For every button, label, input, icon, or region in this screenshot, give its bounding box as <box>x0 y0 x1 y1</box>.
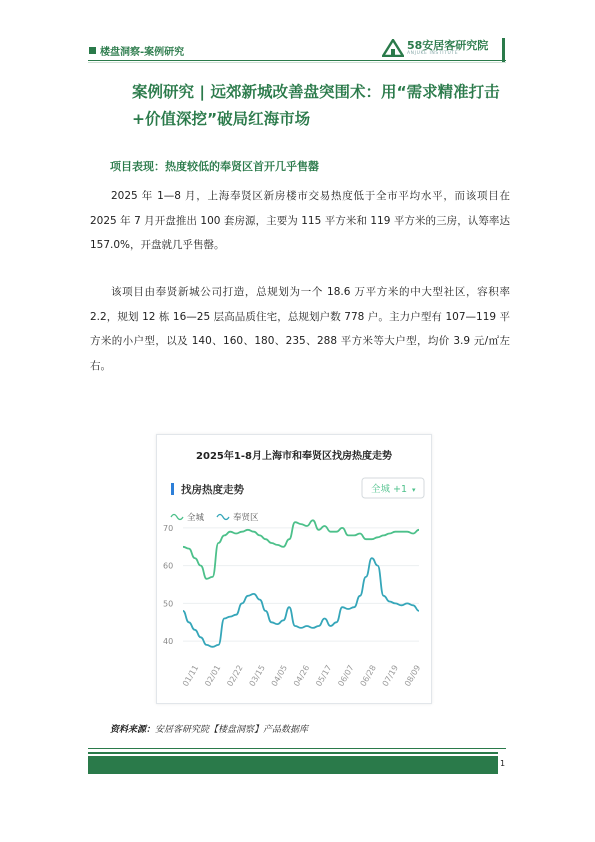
header-divider <box>88 60 506 61</box>
x-tick-label: 02/22 <box>225 663 245 688</box>
x-tick-label: 06/07 <box>336 663 356 688</box>
legend-swatch-1 <box>217 515 229 520</box>
series-line-0 <box>183 520 419 579</box>
legend-label-1: 奉贤区 <box>233 513 259 523</box>
legend-swatch-0 <box>171 515 183 520</box>
body-paragraph-2: 该项目由奉贤新城公司打造，总规划为一个 18.6 万平方米的中大型社区，容积率 2.2，规划 12 栋 16—25 层高品质住宅，总规划户数 778 户。主力户型有 107—119 平方米的小户型，以及 140、160、180、235、288 平方米等大户型，均价 3.9 元/㎡左右。 <box>90 286 510 372</box>
x-tick-label: 03/15 <box>247 663 267 688</box>
chart-grid <box>183 528 419 641</box>
chart-legend <box>171 512 259 523</box>
page-title: 案例研究 | 远郊新城改善盘突围术：用“需求精准打击+价值深挖”破局红海市场 <box>132 83 500 128</box>
source-text: 安居客研究院【楼盘洞察】产品数据库 <box>155 725 309 735</box>
footer-divider <box>88 748 506 749</box>
y-tick-label: 40 <box>163 637 174 647</box>
x-tick-label: 06/28 <box>358 663 378 688</box>
legend-label-0: 全城 <box>187 513 205 523</box>
header-section-label: 楼盘洞察-案例研究 <box>100 47 185 58</box>
dropdown-label: 全城 +1 <box>371 484 408 495</box>
x-tick-label: 04/26 <box>291 663 312 688</box>
x-tick-label: 02/01 <box>203 663 223 688</box>
page-number: 1 <box>500 759 506 768</box>
y-tick-label: 60 <box>163 561 174 571</box>
series-line-1 <box>183 558 419 647</box>
panel-accent-bar <box>171 483 174 495</box>
body-paragraph-1: 2025 年 1—8 月，上海奉贤区新房楼市交易热度低于全市平均水平，而该项目在 2025 年 7 月开盘推出 100 套房源，主要为 115 平方米和 119 平方米的三房，认筹率达 157.0%，开盘就几乎售罄。 <box>90 190 510 251</box>
section-heading: 项目表现：热度较低的奉贤区首开几乎售罄 <box>110 160 319 173</box>
line-chart <box>157 435 431 703</box>
chart-card <box>156 434 432 704</box>
house-logo-icon <box>382 39 404 57</box>
header-square-icon <box>89 47 96 54</box>
y-tick-label: 50 <box>163 599 174 609</box>
brand-logo <box>382 38 488 58</box>
page-header <box>0 0 595 70</box>
y-tick-label: 70 <box>163 523 174 533</box>
city-filter-dropdown[interactable] <box>362 478 424 498</box>
x-tick-label: 01/11 <box>180 663 201 688</box>
footer-bar <box>88 756 498 774</box>
x-tick-label: 07/19 <box>380 663 401 688</box>
chart-title: 2025年1-8月上海市和奉贤区找房热度走势 <box>196 451 392 462</box>
header-accent-bar <box>502 38 505 62</box>
chart-lines <box>183 520 419 647</box>
logo-text: 58安居客研究院 <box>407 38 489 52</box>
x-tick-label: 04/05 <box>269 663 290 688</box>
x-tick-label: 05/17 <box>314 663 334 688</box>
source-label: 资料来源： <box>110 725 156 735</box>
x-axis <box>181 664 422 688</box>
footer-thin-bar <box>88 752 498 754</box>
chart-panel-heading: 找房热度走势 <box>181 484 244 496</box>
header-divider-light <box>88 62 506 63</box>
source-note <box>110 722 308 735</box>
y-axis <box>163 524 173 646</box>
logo-subtext: ANJUKE INSTITUTE <box>407 50 459 56</box>
chevron-down-icon: ▾ <box>412 486 416 494</box>
x-tick-label: 08/09 <box>402 663 423 688</box>
